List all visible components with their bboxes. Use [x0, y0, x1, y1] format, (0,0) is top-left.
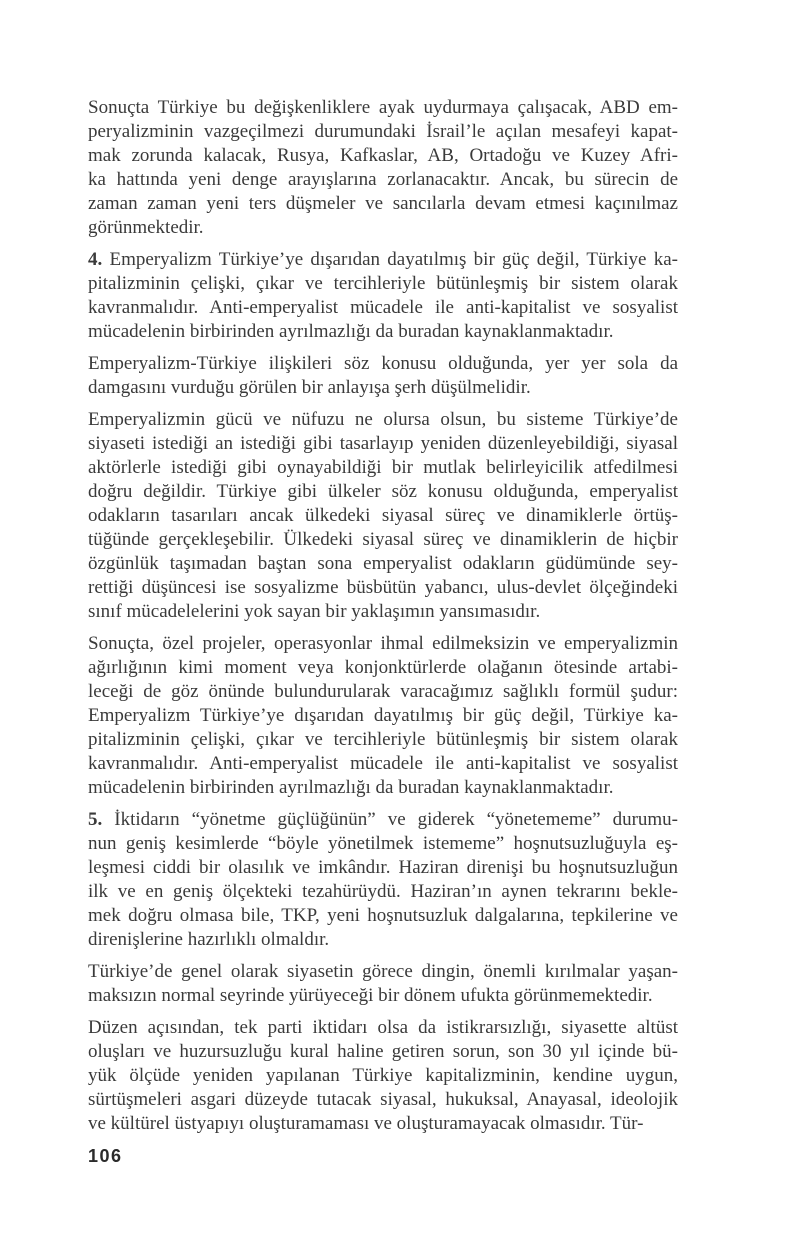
text-line: pitalizminin çelişki, çıkar ve tercihleriyle bütünleşmiş bir sistem olarak: [88, 273, 678, 294]
text-line: Sonuçta, özel projeler, operasyonlar ihmal edilmeksizin ve emperyalizmin: [88, 633, 678, 654]
paragraph: [88, 248, 678, 344]
text-line: nun geniş kesimlerde “böyle yönetilmek istememe” hoşnutsuzluğuyla eş-: [88, 833, 678, 854]
text-line: ağırlığının kimi moment veya konjonktürlerde olağanın ötesinde artabi-: [88, 657, 678, 678]
text-line: maksızın normal seyrinde yürüyeceği bir dönem ufukta görünmemektedir.: [88, 985, 653, 1006]
paragraph: [88, 632, 678, 800]
paragraph-number: 5.: [88, 809, 103, 830]
text-line: direnişlerine hazırlıklı olmaldır.: [88, 929, 330, 950]
text-line: doğru değildir. Türkiye gibi ülkeler söz konusu olduğunda, emperyalist: [88, 481, 678, 502]
text-line: siyaseti istediği an istediği gibi tasarlayıp yeniden düzenleyebildiği, siyasal: [88, 433, 678, 454]
text-line: oluşları ve huzursuzluğu kural haline getiren sorun, son 30 yıl içinde bü-: [88, 1041, 678, 1062]
text-line: odakların tasarıları ancak ülkedeki siyasal süreç ve dinamiklerle örtüş-: [88, 505, 678, 526]
text-line: tüğünde gerçekleşebilir. Ülkedeki siyasal süreç ve dinamiklerin de hiçbir: [88, 529, 678, 550]
text-line: mücadelenin birbirinden ayrılmazlığı da buradan kaynaklanmaktadır.: [88, 321, 614, 342]
text-line: ilk ve en geniş ölçekteki tezahürüydü. Haziran’ın aynen tekrarını bekle-: [88, 881, 678, 902]
text-line: ve kültürel üstyapıyı oluşturamaması ve oluşturamayacak olmasıdır. Tür-: [88, 1113, 644, 1134]
text-line: 5. İktidarın “yönetme güçlüğünün” ve giderek “yönetememe” durumu-: [88, 809, 678, 830]
text-line: Sonuçta Türkiye bu değişkenliklere ayak uydurmaya çalışacak, ABD em-: [88, 97, 678, 118]
text-line: zaman zaman yeni ters düşmeler ve sancılarla devam etmesi kaçınılmaz: [88, 193, 678, 214]
text-line: Emperyalizm-Türkiye ilişkileri söz konusu olduğunda, yer yer sola da: [88, 353, 678, 374]
text-line: Emperyalizmin gücü ve nüfuzu ne olursa olsun, bu sisteme Türkiye’de: [88, 409, 678, 430]
text-line: leceği de göz önünde bulundurularak varacağımız sağlıklı formül şudur:: [88, 681, 678, 702]
text-line: 4. Emperyalizm Türkiye’ye dışarıdan dayatılmış bir güç değil, Türkiye ka-: [88, 249, 678, 270]
page-text: [88, 96, 678, 1144]
text-line: mek doğru olmasa bile, TKP, yeni hoşnutsuzluk dalgalarına, tepkilerine ve: [88, 905, 678, 926]
paragraph: [88, 408, 678, 624]
paragraph-number: 4.: [88, 249, 103, 270]
paragraph: [88, 960, 678, 1008]
paragraph: [88, 1016, 678, 1136]
text-line: görünmektedir.: [88, 217, 204, 238]
text-line: ka hattında yeni denge arayışlarına zorlanacaktır. Ancak, bu sürecin de: [88, 169, 678, 190]
text-line: Düzen açısından, tek parti iktidarı olsa da istikrarsızlığı, siyasette altüst: [88, 1017, 678, 1038]
text-line: sınıf mücadelelerini yok sayan bir yaklaşımın yansımasıdır.: [88, 601, 541, 622]
paragraph: [88, 96, 678, 240]
paragraph: [88, 808, 678, 952]
page-number: 106: [88, 1146, 123, 1166]
text-line: rettiği düşüncesi ise sosyalizme büsbütün yabancı, ulus-devlet ölçeğindeki: [88, 577, 678, 598]
text-line: damgasını vurduğu görülen bir anlayışa şerh düşülmelidir.: [88, 377, 531, 398]
paragraph: [88, 352, 678, 400]
page-footer: [88, 1146, 123, 1167]
text-line: mücadelenin birbirinden ayrılmazlığı da buradan kaynaklanmaktadır.: [88, 777, 614, 798]
text-line: özgünlük taşımadan baştan sona emperyalist odakların güdümünde sey-: [88, 553, 678, 574]
text-line: kavranmalıdır. Anti-emperyalist mücadele ile anti-kapitalist ve sosyalist: [88, 753, 678, 774]
text-line: yük ölçüde yeniden yapılanan Türkiye kapitalizminin, kendine uygun,: [88, 1065, 678, 1086]
text-line: leşmesi ciddi bir olasılık ve imkândır. Haziran direnişi bu hoşnutsuzluğun: [88, 857, 678, 878]
text-line: Türkiye’de genel olarak siyasetin görece dingin, önemli kırılmalar yaşan-: [88, 961, 678, 982]
text-line: peryalizminin vazgeçilmezi durumundaki İsrail’le açılan mesafeyi kapat-: [88, 121, 678, 142]
text-line: aktörlerle istediği gibi oynayabildiği bir mutlak belirleyicilik atfedilmesi: [88, 457, 678, 478]
text-line: kavranmalıdır. Anti-emperyalist mücadele ile anti-kapitalist ve sosyalist: [88, 297, 678, 318]
text-line: Emperyalizm Türkiye’ye dışarıdan dayatılmış bir güç değil, Türkiye ka-: [88, 705, 678, 726]
text-line: sürtüşmeleri asgari düzeyde tutacak siyasal, hukuksal, Anayasal, ideolojik: [88, 1089, 678, 1110]
text-line: pitalizminin çelişki, çıkar ve tercihleriyle bütünleşmiş bir sistem olarak: [88, 729, 678, 750]
text-line: mak zorunda kalacak, Rusya, Kafkaslar, AB, Ortadoğu ve Kuzey Afri-: [88, 145, 678, 166]
